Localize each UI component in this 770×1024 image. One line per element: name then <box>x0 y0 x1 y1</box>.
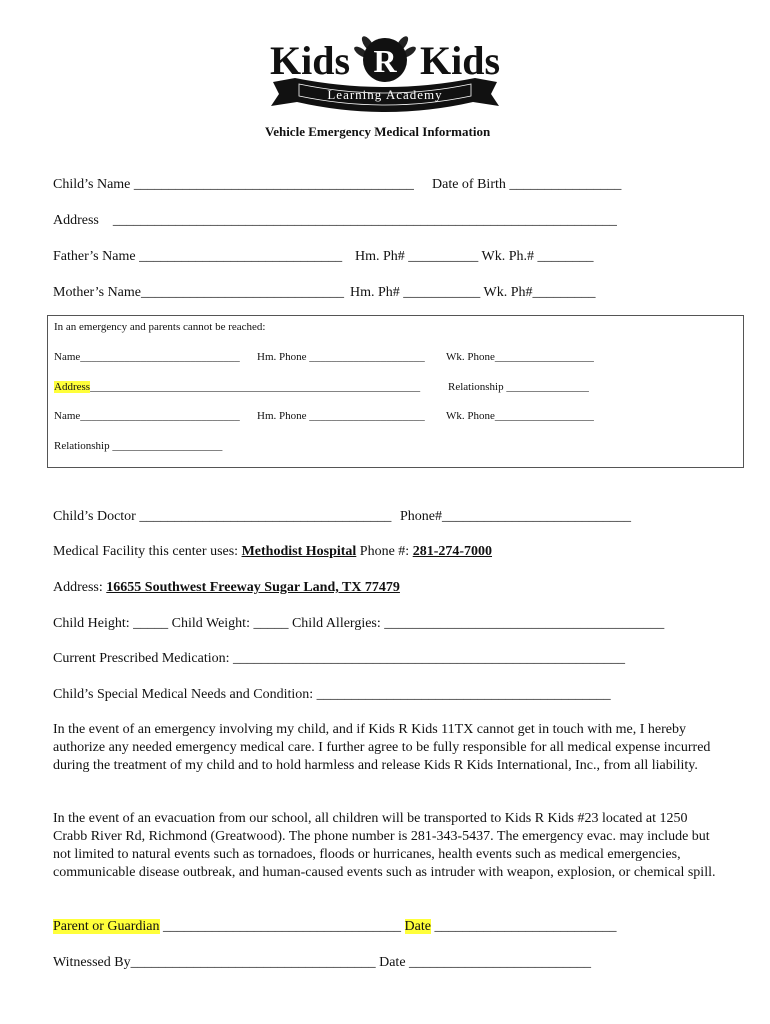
child-name-label: Child’s Name <box>53 177 131 192</box>
father-name-label: Father’s Name <box>53 249 136 264</box>
address-row <box>53 213 617 229</box>
address-label: Address <box>53 213 99 228</box>
special-needs-label: Child’s Special Medical Needs and Condition: <box>53 687 314 702</box>
mother-hm-field[interactable]: ___________ <box>403 285 481 300</box>
page-title: Vehicle Emergency Medical Information <box>265 124 491 139</box>
child-stats-row <box>53 616 664 632</box>
doctor-phone-row <box>400 509 631 525</box>
witness-date-field[interactable]: __________________________ <box>409 955 592 970</box>
emergency-row-2 <box>54 381 420 393</box>
facility-address-row <box>53 580 400 596</box>
emergency-relationship1-label: Relationship <box>448 381 504 393</box>
guardian-date-field[interactable]: __________________________ <box>434 919 617 934</box>
emergency-name1-field[interactable]: _____________________________ <box>80 351 240 363</box>
emergency-hm2 <box>257 410 425 422</box>
facility-address-label: Address: <box>53 580 103 595</box>
doctor-phone-field[interactable]: ___________________________ <box>442 509 631 524</box>
emergency-relationship1 <box>448 381 589 393</box>
height-label: Child Height: <box>53 616 130 631</box>
emergency-hm2-field[interactable]: _____________________ <box>309 410 425 422</box>
emergency-row-1 <box>54 351 240 363</box>
dob-row <box>432 177 621 193</box>
emergency-name1-label: Name <box>54 351 81 363</box>
father-name-field[interactable]: _____________________________ <box>139 249 343 264</box>
emergency-name2-field[interactable]: _____________________________ <box>80 410 240 422</box>
authorization-paragraph: In the event of an emergency involving my child, and if Kids R Kids 11TX cannot get in touch with me, I hereby authorize any needed emergency medical care. I further agree to be fully responsible for all medical expense incurred during the treatment of my child and to hold harmless and release Kids R Kids International, Inc., from all liability. <box>53 722 711 773</box>
guardian-date-label: Date <box>404 919 431 934</box>
emergency-wk2-field[interactable]: __________________ <box>494 410 594 422</box>
emergency-row-4 <box>54 440 222 452</box>
doctor-phone-label: Phone# <box>400 509 442 524</box>
child-name-row <box>53 177 414 193</box>
guardian-row <box>53 919 616 935</box>
mother-name-label: Mother’s Name <box>53 285 141 300</box>
mother-name-field[interactable]: _____________________________ <box>141 285 344 300</box>
emergency-wk1-label: Wk. Phone <box>446 351 495 363</box>
emergency-row-3 <box>54 410 240 422</box>
facility-phone-label: Phone #: <box>359 544 410 559</box>
emergency-address-label: Address <box>54 381 91 393</box>
emergency-address-field[interactable]: ____________________________________________________________ <box>90 381 421 393</box>
witness-signature-field[interactable]: ___________________________________ <box>130 955 376 970</box>
emergency-hm2-label: Hm. Phone <box>257 410 307 422</box>
father-hm-label: Hm. Ph# <box>355 249 405 264</box>
guardian-label: Parent or Guardian <box>53 919 160 934</box>
guardian-signature-field[interactable]: __________________________________ <box>163 919 402 934</box>
emergency-relationship2-label: Relationship <box>54 440 110 452</box>
emergency-hm1-label: Hm. Phone <box>257 351 307 363</box>
evacuation-paragraph: In the event of an evacuation from our school, all children will be transported to Kids R Kids #23 located at 1250 Crabb River Rd, Richmond (Greatwood). The phone number is 281-343-5437. The emergency evac. may include but not limited to natural events such as tornadoes, floods or hurricanes, health events such as medical emergencies, communicable disease outbreak, and human-caused events such as intruder with weapon, explosion, or chemical spill. <box>53 811 716 880</box>
weight-label: Child Weight: <box>171 616 250 631</box>
emergency-relationship2-field[interactable]: ____________________ <box>112 440 223 452</box>
weight-field[interactable]: _____ <box>253 616 289 631</box>
father-hm-field[interactable]: __________ <box>408 249 479 264</box>
facility-label: Medical Facility this center uses: <box>53 544 239 559</box>
medication-label: Current Prescribed Medication: <box>53 651 230 666</box>
facility-phone: 281-274-7000 <box>412 544 493 559</box>
witness-label: Witnessed By <box>53 955 131 970</box>
facility-name: Methodist Hospital <box>241 544 357 559</box>
special-needs-field[interactable]: __________________________________________ <box>316 687 611 702</box>
emergency-wk1-field[interactable]: __________________ <box>494 351 594 363</box>
witness-date-label: Date <box>379 955 406 970</box>
facility-row <box>53 544 492 560</box>
doctor-label: Child’s Doctor <box>53 509 136 524</box>
dob-label: Date of Birth <box>432 177 506 192</box>
emergency-wk2-label: Wk. Phone <box>446 410 495 422</box>
logo-word-right: Kids <box>419 38 501 83</box>
witness-row <box>53 955 591 971</box>
mother-wk-label: Wk. Ph# <box>483 285 533 300</box>
medication-row <box>53 651 625 667</box>
doctor-row <box>53 509 391 525</box>
father-wk-field[interactable]: ________ <box>537 249 594 264</box>
father-phone-row <box>355 249 594 265</box>
doctor-field[interactable]: ____________________________________ <box>139 509 392 524</box>
emergency-wk2 <box>446 410 594 422</box>
emergency-heading: In an emergency and parents cannot be reached: <box>54 321 266 333</box>
mother-row <box>53 285 344 301</box>
height-field[interactable]: _____ <box>133 616 169 631</box>
address-field[interactable]: ________________________________________________________________________ <box>112 213 617 228</box>
child-name-field[interactable]: ________________________________________ <box>133 177 414 192</box>
logo-word-left: Kids <box>269 38 351 83</box>
kids-r-kids-logo <box>255 32 515 116</box>
medication-field[interactable]: ________________________________________________________ <box>233 651 626 666</box>
emergency-hm1-field[interactable]: _____________________ <box>309 351 425 363</box>
mother-phone-row <box>350 285 596 301</box>
emergency-relationship1-field[interactable]: _______________ <box>506 381 589 393</box>
allergies-label: Child Allergies: <box>291 616 381 631</box>
emergency-wk1 <box>446 351 594 363</box>
emergency-name2-label: Name <box>54 410 81 422</box>
mother-hm-label: Hm. Ph# <box>350 285 400 300</box>
father-row <box>53 249 342 265</box>
emergency-hm1 <box>257 351 425 363</box>
dob-field[interactable]: ________________ <box>509 177 622 192</box>
logo-banner-text: Learning Academy <box>327 87 443 102</box>
allergies-field[interactable]: ________________________________________ <box>384 616 665 631</box>
logo-letter: R <box>373 43 397 79</box>
special-needs-row <box>53 687 611 703</box>
mother-wk-field[interactable]: _________ <box>532 285 596 300</box>
facility-address-value: 16655 Southwest Freeway Sugar Land, TX 77479 <box>106 580 400 595</box>
father-wk-label: Wk. Ph.# <box>481 249 535 264</box>
